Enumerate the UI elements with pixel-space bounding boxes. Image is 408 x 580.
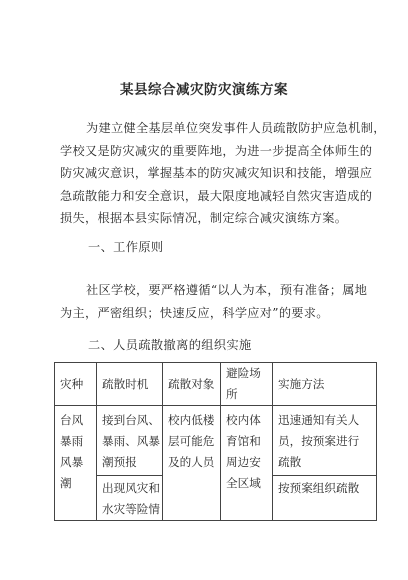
method-a (278, 410, 376, 475)
cell-line: 水灾等险情 (102, 502, 160, 516)
cell-line: 风暴 (60, 455, 84, 469)
intro-line: 损失，根据本县实际情况，制定综合减灾演练方案。 (60, 211, 348, 225)
cell-line: 层可能危 (168, 434, 215, 448)
principles-line: 社区学校，要严格遵循“以人为本，预有准备；属地 (86, 283, 368, 297)
timing-b (97, 475, 162, 520)
cell-line: 育馆和 (226, 434, 261, 448)
cell-line: 出现风灾和 (102, 481, 160, 495)
cell-method (273, 406, 377, 521)
cell-line: 潮预报 (102, 455, 137, 469)
cell-timing (97, 406, 163, 521)
cell-line: 疏散 (278, 455, 302, 469)
cell-line: 校内低楼 (168, 413, 215, 427)
cell-line: 潮 (60, 476, 72, 490)
principles-line: 为主，严密组织；快速反应，科学应对”的要求。 (60, 305, 329, 320)
section-heading-principles: 一、工作原则 (88, 240, 164, 254)
method-b (273, 475, 376, 520)
cell-line: 迅速通知有关人 (278, 413, 360, 427)
header-place-line: 避险场 (226, 366, 261, 380)
cell-line: 暴雨 (60, 434, 84, 448)
intro-line: 急疏散能力和安全意识，最大限度地减轻自然灾害造成的 (60, 188, 373, 203)
cell-line: 暴雨、风暴 (102, 434, 160, 448)
header-place (221, 363, 273, 406)
header-target: 疏散对象 (163, 363, 221, 406)
cell-line: 校内体 (226, 413, 261, 427)
cell-line: 员，按预案进行 (278, 434, 360, 448)
cell-line: 接到台风、 (102, 413, 160, 427)
header-place-line: 所 (226, 387, 238, 401)
intro-line: 为建立健全基层单位突发事件人员疏散防护应急机制， (86, 121, 386, 135)
evacuation-table (54, 362, 377, 521)
table-header-row (55, 363, 377, 406)
cell-line: 台风 (60, 413, 84, 427)
cell-target (163, 406, 221, 521)
cell-line: 周边安 (226, 455, 261, 469)
intro-paragraph (60, 117, 386, 230)
cell-line: 按预案组织疏散 (278, 481, 360, 495)
document-title: 某县综合减灾防灾演练方案 (120, 82, 288, 98)
cell-line: 全区域 (226, 476, 261, 490)
header-timing: 疏散时机 (97, 363, 163, 406)
cell-disaster (55, 406, 97, 521)
cell-place (221, 406, 273, 521)
cell-line: 及的人员 (168, 455, 215, 469)
intro-line: 防灾减灾意识，掌握基本的防灾减灾知识和技能，增强应 (60, 166, 373, 180)
table-row (55, 406, 377, 521)
intro-line: 学校又是防灾减灾的重要阵地，为进一步提高全体师生的 (60, 143, 373, 158)
section-heading-evacuation: 二、人员疏散撤离的组织实施 (88, 338, 252, 352)
timing-a (102, 410, 162, 475)
principles-paragraph (60, 279, 368, 324)
header-method: 实施方法 (273, 363, 377, 406)
header-disaster: 灾种 (55, 363, 97, 406)
